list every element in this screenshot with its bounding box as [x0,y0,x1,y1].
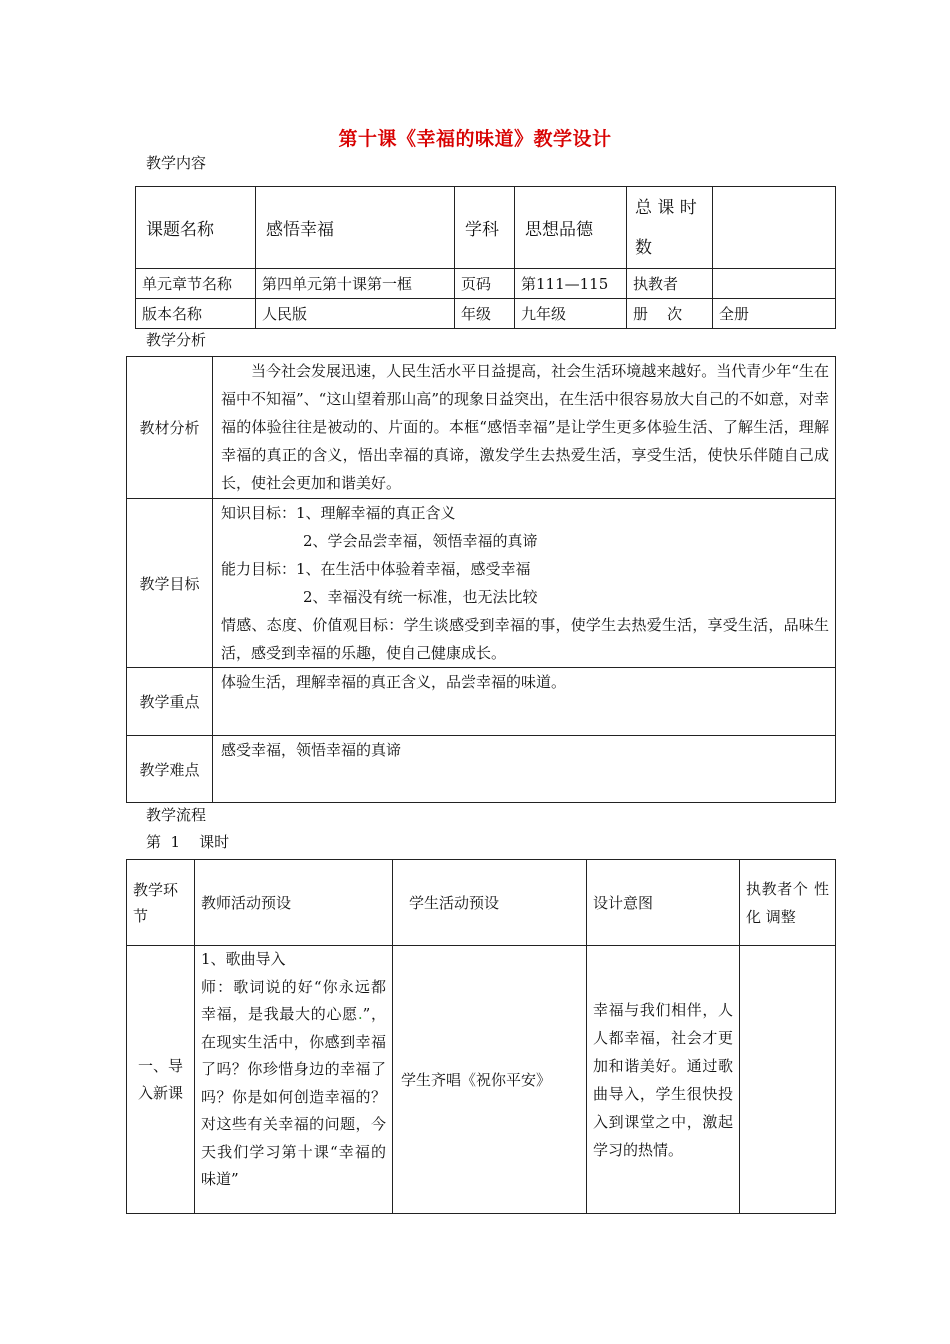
total-hours-value [713,187,836,269]
subject-label: 学科 [455,187,515,269]
page-value: 第111—115 [515,269,627,299]
header-intent: 设计意图 [587,860,740,946]
teaching-goals-text [213,499,836,668]
teacher-activity-cell [195,946,393,1214]
adjust-cell [740,946,836,1214]
flow-table [126,859,836,1214]
material-analysis-label: 教材分析 [127,357,213,499]
difficulty-text: 感受幸福，领悟幸福的真谛 [213,736,836,803]
section-content-heading: 教学内容 [146,154,207,172]
teaching-goals-label: 教学目标 [127,499,213,668]
header-student: 学生活动预设 [393,860,587,946]
course-name-label: 课题名称 [136,187,256,269]
emotion-goal: 情感、态度、价值观目标：学生谈感受到幸福的事，使学生去热爱生活，享受生活，品味生活，感受到幸福的乐趣，使自己健康成长。 [221,616,829,662]
header-teacher: 教师活动预设 [195,860,393,946]
volume-value: 全册 [713,299,836,329]
ability-goal-2: 2、幸福没有统一标准，也无法比较 [303,588,538,606]
material-analysis-text: 当今社会发展迅速，人民生活水平日益提高，社会生活环境越来越好。当代青少年“生在福中不知福”、“这山望着那山高”的现象日益突出，在生活中很容易放大自己的不如意，对幸福的体验往往是被动的、片面的。本框“感悟幸福”是让学生更多体验生活、了解生活，理解幸福的真正的含义，悟出幸福的真谛，激发学生去热爱生活，享受生活，使快乐伴随自己成长，使社会更加和谐美好。 [213,357,836,499]
knowledge-goal-1: 知识目标：1、理解幸福的真正含义 [221,504,456,522]
teacher-activity-title: 1、歌曲导入 [201,950,286,968]
student-activity-cell: 学生齐唱《祝你平安》 [393,946,587,1214]
info-table [135,186,836,329]
teacher-activity-text: 师：歌词说的好“你永远都幸福，是我最大的心愿.”，在现实生活中，你感到幸福了吗？你珍惜身边的幸福了吗？你是如何创造幸福的？对这些有关幸福的问题，今天我们学习第十课“幸福的味道” [201,977,386,1188]
header-stage: 教学环节 [127,860,195,946]
difficulty-label: 教学难点 [127,736,213,803]
total-hours-label: 总 课 时 数 [627,187,713,269]
page-title: 第十课《幸福的味道》教学设计 [338,128,612,150]
section-flow-heading: 教学流程 [146,806,207,824]
lesson-number: 第 1 课时 [146,833,230,851]
stage-cell: 一、导入新课 [127,946,195,1214]
unit-chapter-value: 第四单元第十课第一框 [256,269,455,299]
edition-label: 版本名称 [136,299,256,329]
key-point-text: 体验生活，理解幸福的真正含义，品尝幸福的味道。 [213,668,836,736]
design-intent-cell: 幸福与我们相伴，人人都幸福，社会才更加和谐美好。通过歌曲导入，学生很快投入到课堂之中，激起学习的热情。 [587,946,740,1214]
page-label: 页码 [455,269,515,299]
subject-value: 思想品德 [515,187,627,269]
section-analysis-heading: 教学分析 [146,331,207,349]
teacher-label: 执教者 [627,269,713,299]
knowledge-goal-2: 2、学会品尝幸福，领悟幸福的真谛 [303,532,538,550]
unit-chapter-label: 单元章节名称 [136,269,256,299]
volume-label: 册 次 [627,299,713,329]
grade-value: 九年级 [515,299,627,329]
ability-goal-1: 能力目标：1、在生活中体验着幸福，感受幸福 [221,560,531,578]
edition-value: 人民版 [256,299,455,329]
grade-label: 年级 [455,299,515,329]
header-adjust: 执教者个 性 化 调整 [740,860,836,946]
key-point-label: 教学重点 [127,668,213,736]
teacher-value [713,269,836,299]
course-name-value: 感悟幸福 [256,187,455,269]
analysis-table [126,356,836,803]
